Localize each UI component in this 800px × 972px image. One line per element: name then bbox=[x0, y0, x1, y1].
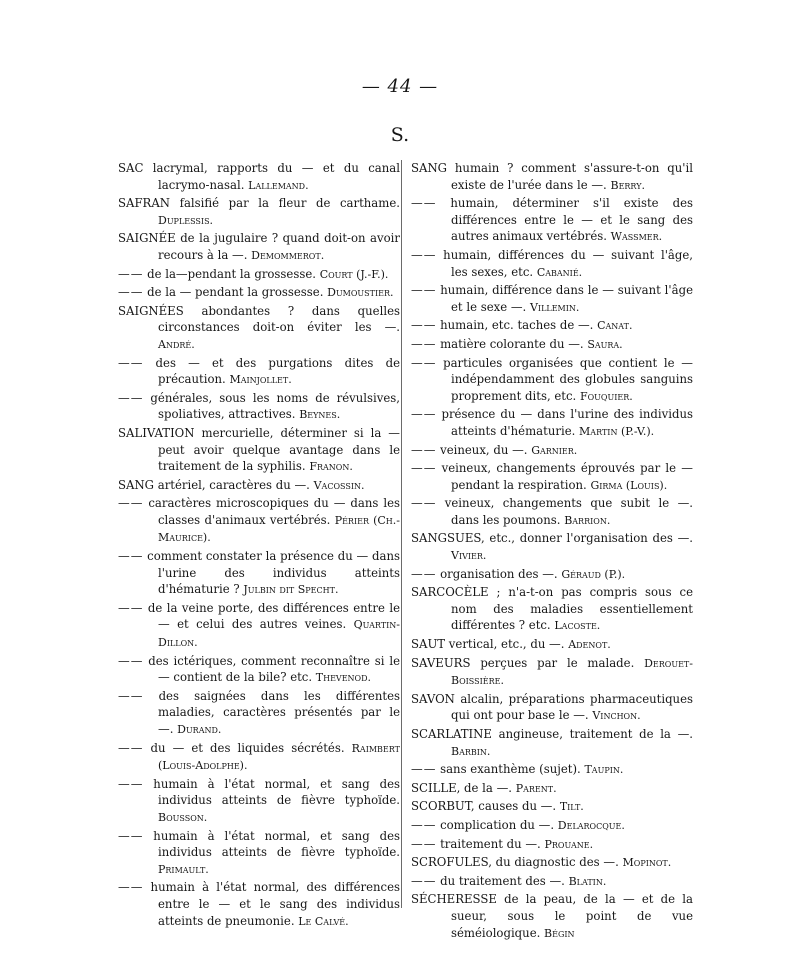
entry-text: de la — pendant la grossesse. bbox=[143, 285, 328, 300]
entry-author: Le Calvé. bbox=[298, 914, 349, 928]
entry-text: particules organisées que contient le — indépendamment des globules sanguins proprement dits, etc. bbox=[436, 355, 693, 403]
entry-text: abondantes ? dans quelles circonstances doit-on éviter les —. bbox=[158, 303, 400, 335]
entry-text: organisation des —. bbox=[436, 566, 562, 581]
entry-text: ; n'a-t-on pas compris sous ce nom des maladies essentiellement différentes ? etc. bbox=[451, 585, 693, 633]
index-entry bbox=[118, 303, 400, 354]
entry-author: Primault. bbox=[158, 862, 209, 876]
index-entry bbox=[118, 495, 400, 547]
entry-text: alcalin, préparations pharmaceutiques qui ont pour base le —. bbox=[451, 691, 693, 723]
page-number: — 44 — bbox=[361, 76, 439, 97]
index-entry bbox=[118, 740, 400, 775]
index-entry bbox=[411, 584, 693, 635]
entry-author: Berry. bbox=[610, 178, 645, 192]
index-entry bbox=[411, 530, 693, 564]
entry-author: Thevenod. bbox=[315, 671, 372, 685]
index-entry bbox=[411, 406, 693, 440]
entry-author: Quartin-Dillon. bbox=[158, 618, 400, 650]
index-entry bbox=[411, 355, 693, 406]
entry-author: Taupin. bbox=[584, 763, 624, 777]
entry-author: Delarocque. bbox=[557, 818, 625, 832]
entry-author: Fouquier. bbox=[579, 389, 633, 403]
index-entry bbox=[118, 160, 400, 194]
entry-dash: —— bbox=[411, 461, 437, 476]
entry-author: Vacossin. bbox=[313, 478, 365, 492]
entry-text: des saignées dans les différentes maladies, caractères présentés par le —. bbox=[143, 688, 400, 736]
entry-author: Bousson. bbox=[158, 810, 208, 824]
entry-author: Julbin dit Specht. bbox=[243, 583, 339, 597]
index-entry bbox=[118, 879, 400, 930]
entry-author: Tilt. bbox=[559, 800, 584, 814]
index-entry bbox=[411, 460, 693, 494]
entry-dash: —— bbox=[118, 776, 144, 791]
entry-text: générales, sous les noms de révulsives, spoliatives, attractives. bbox=[143, 390, 400, 422]
entry-text: veineux, changements que subit le —. dans les poumons. bbox=[436, 496, 693, 527]
entry-author: Garnier. bbox=[531, 443, 578, 457]
index-entry bbox=[411, 655, 693, 690]
entry-dash: —— bbox=[118, 285, 144, 300]
entry-text: humain à l'état normal, et sang des individus atteints de fièvre typhoïde. bbox=[143, 776, 400, 808]
entry-text: de la peau, de la — et de la sueur, sous le point de vue séméiologique. bbox=[451, 892, 693, 940]
entry-text: , du diagnostic des —. bbox=[488, 855, 623, 870]
entry-text: falsifié par la fleur de carthame. bbox=[170, 196, 400, 211]
entry-text: de la—pendant la grossesse. bbox=[143, 266, 320, 281]
entry-text: présence du — dans l'urine des individus atteints d'hématurie. bbox=[436, 407, 693, 438]
index-entry bbox=[411, 761, 693, 779]
index-entry bbox=[411, 282, 693, 316]
entry-text: matière colorante du —. bbox=[436, 336, 588, 351]
index-entry bbox=[411, 636, 693, 654]
entry-text: du traitement des —. bbox=[436, 873, 569, 888]
entry-author: Bégin bbox=[544, 926, 575, 940]
entry-author: Franon. bbox=[309, 460, 353, 474]
entry-dash: —— bbox=[118, 828, 144, 843]
section-letter: S. bbox=[390, 124, 410, 146]
entry-author: Vivier. bbox=[451, 549, 487, 563]
entry-author: Mainjollet. bbox=[229, 373, 292, 387]
entry-text: , causes du —. bbox=[470, 799, 560, 814]
index-entry bbox=[411, 817, 693, 835]
entry-author: Canat. bbox=[597, 319, 633, 333]
entry-dash: —— bbox=[118, 880, 144, 895]
index-entry bbox=[411, 891, 693, 942]
entry-author: Vinchon. bbox=[592, 709, 641, 723]
index-entry bbox=[411, 317, 693, 335]
entry-dash: —— bbox=[118, 355, 144, 370]
entry-dash: —— bbox=[411, 318, 437, 333]
entry-dash: —— bbox=[118, 266, 144, 281]
entry-text: vertical, etc., du —. bbox=[445, 637, 569, 652]
entry-headword: SCORBUT bbox=[411, 799, 471, 814]
entry-text: artériel, caractères du —. bbox=[154, 477, 314, 492]
entry-author: Géraud (P.). bbox=[561, 567, 626, 581]
index-entry bbox=[411, 247, 693, 281]
left-column bbox=[118, 160, 400, 931]
entry-author: Parent. bbox=[515, 781, 557, 795]
entry-author: Raimbert (Louis-Adolphe). bbox=[158, 741, 400, 773]
entry-author: Derouet-Boissière. bbox=[451, 656, 693, 688]
entry-headword: SANG bbox=[411, 161, 448, 175]
entry-headword: SAFRAN bbox=[118, 196, 171, 211]
entry-author: Adenot. bbox=[568, 638, 611, 652]
index-entry bbox=[118, 425, 400, 476]
entry-author: Durand. bbox=[177, 723, 222, 736]
index-entry bbox=[411, 873, 693, 891]
entry-dash: —— bbox=[118, 496, 144, 511]
entry-author: André. bbox=[158, 337, 195, 351]
entry-dash: —— bbox=[411, 873, 437, 888]
entry-dash: —— bbox=[118, 740, 144, 755]
entry-dash: —— bbox=[411, 355, 437, 370]
index-entry bbox=[411, 854, 693, 872]
entry-headword: SARCOCÈLE bbox=[411, 585, 489, 600]
entry-text: humain à l'état normal, et sang des individus atteints de fièvre typhoïde. bbox=[143, 828, 400, 860]
index-entry bbox=[411, 691, 693, 725]
entry-headword: SAC bbox=[118, 161, 144, 175]
index-entry bbox=[411, 726, 693, 760]
index-entry bbox=[411, 442, 693, 460]
index-entry bbox=[118, 600, 400, 652]
entry-headword: SCARLATINE bbox=[411, 727, 492, 741]
entry-headword: SAVON bbox=[411, 691, 455, 706]
index-entry bbox=[411, 836, 693, 854]
entry-author: Barbin. bbox=[451, 744, 491, 758]
index-entry bbox=[118, 266, 400, 284]
entry-text: humain, déterminer s'il existe des différences entre le — et le sang des autres animaux vertébrés. bbox=[436, 196, 693, 244]
entry-headword: SCILLE bbox=[411, 780, 457, 795]
entry-dash: —— bbox=[118, 549, 144, 564]
entry-author: Lacoste. bbox=[554, 619, 601, 633]
index-entry bbox=[118, 230, 400, 264]
entry-text: humain, etc. taches de —. bbox=[436, 318, 598, 333]
index-entry bbox=[411, 798, 693, 816]
entry-text: angineuse, traitement de la —. bbox=[491, 727, 693, 741]
entry-dash: —— bbox=[411, 247, 437, 262]
entry-text: comment constater la présence du — dans l'urine des individus atteints d'hématurie ? bbox=[143, 549, 400, 597]
entry-dash: —— bbox=[118, 653, 144, 668]
column-divider bbox=[401, 160, 402, 908]
entry-author: Wassmer. bbox=[610, 230, 663, 244]
index-entry bbox=[118, 390, 400, 424]
entry-author: Beynes. bbox=[299, 408, 341, 422]
entry-text: caractères microscopiques du — dans les classes d'animaux vertébrés. bbox=[143, 496, 400, 527]
entry-author: Dumoustier. bbox=[327, 286, 394, 300]
entry-text: perçues par le malade. bbox=[470, 655, 645, 670]
entry-headword: SAIGNÉE bbox=[118, 231, 176, 246]
index-entry bbox=[118, 355, 400, 389]
entry-author: Lallemand. bbox=[248, 178, 309, 192]
entry-dash: —— bbox=[118, 390, 144, 405]
index-entry bbox=[411, 495, 693, 529]
index-entry bbox=[411, 195, 693, 246]
index-entry bbox=[411, 780, 693, 798]
entry-text: mercurielle, déterminer si la — peut avoir quelque avantage dans le traitement de la syphilis. bbox=[158, 425, 400, 474]
right-column bbox=[411, 160, 693, 943]
entry-dash: —— bbox=[411, 196, 437, 211]
entry-author: Mopinot. bbox=[622, 856, 672, 870]
entry-headword: SALIVATION bbox=[118, 425, 195, 440]
index-entry bbox=[411, 566, 693, 584]
entry-text: sans exanthème (sujet). bbox=[436, 762, 585, 777]
entry-dash: —— bbox=[411, 336, 437, 351]
entry-headword: SANGSUES bbox=[411, 531, 481, 546]
entry-author: Duplessis. bbox=[158, 213, 214, 227]
entry-author: Cabanié. bbox=[536, 265, 583, 279]
entry-dash: —— bbox=[411, 836, 437, 851]
entry-text: , etc., donner l'organisation des —. bbox=[481, 531, 693, 546]
entry-text: veineux, changements éprouvés par le — pendant la respiration. bbox=[436, 461, 693, 492]
entry-text: du — et des liquides sécrétés. bbox=[143, 740, 352, 755]
entry-author: Périer (Ch.-Maurice). bbox=[158, 513, 400, 545]
entry-headword: SAVEURS bbox=[411, 655, 471, 670]
entry-headword: SANG bbox=[118, 477, 155, 492]
entry-dash: —— bbox=[411, 496, 437, 511]
entry-text: des ictériques, comment reconnaître si le — contient de la bile? etc. bbox=[143, 653, 400, 685]
entry-dash: —— bbox=[118, 600, 144, 615]
entry-text: des — et des purgations dites de précaution. bbox=[143, 355, 400, 387]
entry-dash: —— bbox=[411, 566, 437, 581]
entry-dash: —— bbox=[411, 817, 437, 832]
entry-text: traitement du —. bbox=[436, 836, 545, 851]
entry-author: Villemin. bbox=[529, 300, 580, 314]
entry-dash: —— bbox=[411, 442, 437, 457]
entry-text: humain à l'état normal, des différences entre le — et le sang des individus atteints de pneumonie. bbox=[143, 880, 400, 928]
entry-text: humain ? comment s'assure-t-on qu'il existe de l'urée dans le —. bbox=[447, 161, 693, 192]
entry-text: humain, différence dans le — suivant l'âge et le sexe —. bbox=[436, 283, 693, 314]
entry-author: Court (J.-F.). bbox=[319, 267, 389, 281]
entry-author: Saura. bbox=[587, 337, 623, 351]
entry-headword: SCROFULES bbox=[411, 855, 489, 870]
entry-text: lacrymal, rapports du — et du canal lacrymo-nasal. bbox=[143, 161, 400, 192]
entry-headword: SAIGNÉES bbox=[118, 303, 184, 318]
entry-headword: SÉCHERESSE bbox=[411, 892, 497, 907]
entry-text: de la veine porte, des différences entre le — et celui des autres veines. bbox=[143, 600, 400, 632]
entry-text: veineux, du —. bbox=[436, 442, 532, 457]
entry-text: de la jugulaire ? quand doit-on avoir recours à la —. bbox=[158, 231, 400, 262]
entry-author: Prouane. bbox=[544, 837, 594, 851]
index-entry bbox=[118, 284, 400, 302]
index-entry bbox=[118, 548, 400, 599]
entry-headword: SAUT bbox=[411, 637, 446, 652]
entry-text: complication du —. bbox=[436, 817, 558, 832]
entry-author: Martin (P.-V.). bbox=[579, 424, 655, 438]
entry-author: Blatin. bbox=[568, 874, 607, 888]
entry-dash: —— bbox=[118, 688, 144, 703]
entry-text: , de la —. bbox=[456, 780, 516, 795]
entry-text: humain, différences du — suivant l'âge, les sexes, etc. bbox=[436, 247, 693, 279]
index-entry bbox=[118, 477, 400, 495]
index-entry bbox=[118, 828, 400, 879]
entry-dash: —— bbox=[411, 407, 437, 422]
entry-dash: —— bbox=[411, 762, 437, 777]
index-entry bbox=[411, 160, 693, 194]
entry-author: Girma (Louis). bbox=[590, 478, 668, 492]
entry-author: Demommerot. bbox=[251, 248, 325, 262]
index-entry bbox=[118, 776, 400, 827]
index-entry bbox=[118, 653, 400, 687]
index-entry bbox=[118, 195, 400, 229]
entry-dash: —— bbox=[411, 283, 437, 298]
index-entry bbox=[118, 688, 400, 739]
entry-author: Barrion. bbox=[564, 513, 611, 527]
index-entry bbox=[411, 336, 693, 354]
